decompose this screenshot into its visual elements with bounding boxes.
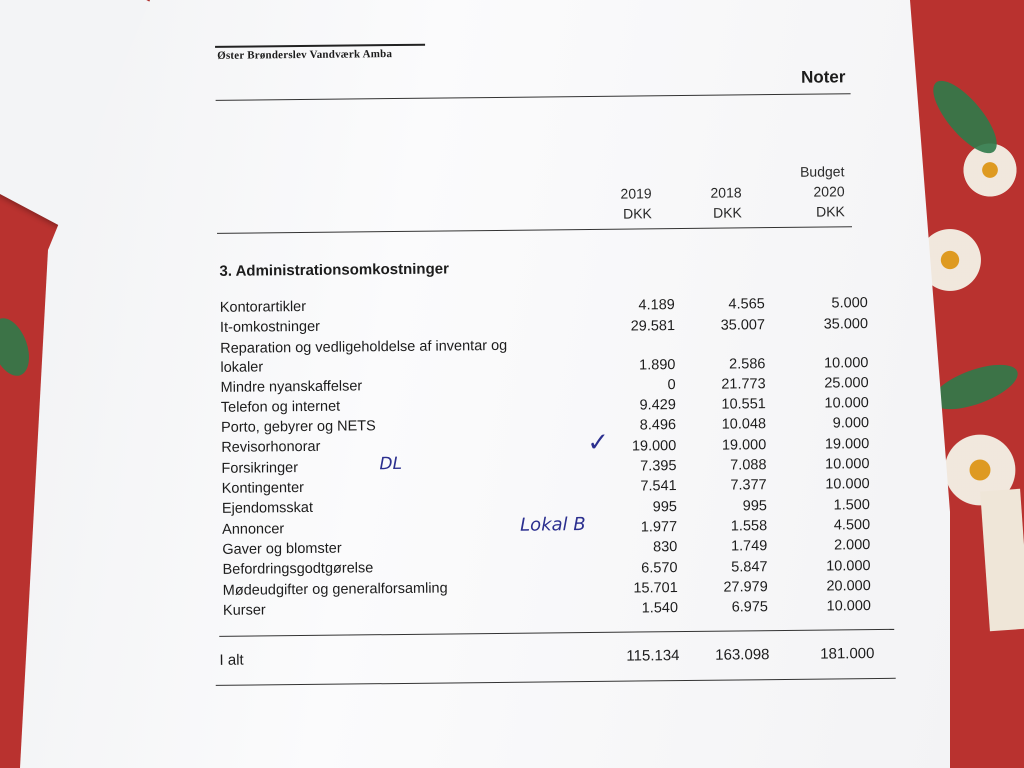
note-title: 3. Administrationsomkostninger [219, 260, 449, 280]
value-2019: 15.701 [633, 579, 678, 597]
total-label: I alt [219, 651, 244, 669]
table-row [220, 333, 880, 379]
value-budget: 10.000 [824, 395, 869, 412]
value-2019: 0 [667, 376, 676, 394]
value-2019: 19.000 [631, 437, 677, 455]
value-budget: 5.000 [831, 295, 868, 312]
value-2018: 995 [742, 497, 767, 515]
section-title: Noter [800, 67, 846, 87]
value-2019: 8.496 [639, 417, 677, 434]
row-label: Porto, gebyrer og NETS [220, 418, 376, 437]
value-2018: 1.749 [730, 538, 768, 555]
row-label: Reparation og vedligeholdelse af inventar og lokaler [220, 337, 508, 376]
total-bottom-divider [216, 678, 896, 686]
column-header-divider [217, 226, 852, 234]
value-budget: 10.000 [826, 598, 872, 615]
value-2019: 29.581 [630, 317, 676, 335]
document-content [205, 33, 892, 740]
row-label: Mindre nyanskaffelser [220, 377, 363, 396]
paper-tag [980, 489, 1024, 631]
value-2019: 995 [652, 498, 677, 516]
value-budget: 25.000 [824, 374, 869, 392]
column-header-2019 [581, 163, 652, 224]
total-2018: 163.098 [715, 646, 770, 664]
row-label: Ejendomsskat [221, 500, 314, 518]
value-2018: 19.000 [721, 436, 767, 454]
column-header-currency: DKK [712, 204, 742, 221]
value-2019: 7.395 [640, 458, 677, 475]
leaf-decoration [0, 313, 36, 381]
value-budget: 9.000 [832, 415, 870, 432]
column-header-currency: DKK [815, 203, 845, 220]
column-header-year: 2018 [710, 184, 742, 201]
company-name: Øster Brønderslev Vandværk Amba [217, 48, 393, 62]
value-2018: 6.975 [731, 599, 769, 616]
value-2019: 6.570 [641, 559, 678, 577]
handwritten-note: Lokal B [519, 514, 586, 536]
row-label: Telefon og internet [220, 398, 341, 416]
column-header-year: 2019 [620, 185, 652, 202]
row-label: Forsikringer [221, 459, 299, 477]
column-header-2018 [671, 162, 742, 223]
value-budget: 35.000 [823, 315, 869, 333]
value-budget: 10.000 [825, 476, 870, 493]
value-2019: 4.189 [638, 297, 675, 314]
handwritten-note: DL [379, 453, 403, 475]
value-budget: 4.500 [833, 517, 871, 534]
value-2019: 1.540 [641, 600, 679, 617]
value-budget: 19.000 [824, 435, 870, 453]
total-2019: 115.134 [626, 647, 680, 665]
value-2018: 4.565 [728, 296, 765, 313]
value-2018: 35.007 [720, 316, 766, 334]
row-label: Annoncer [222, 520, 285, 538]
header-divider [216, 93, 851, 101]
total-top-divider [219, 629, 894, 637]
value-2018: 21.773 [721, 376, 766, 393]
value-2018: 7.088 [730, 457, 767, 474]
row-label: Befordringsgodtgørelse [222, 560, 374, 579]
value-2018: 2.586 [729, 355, 766, 373]
value-2019: 7.541 [640, 478, 677, 495]
column-header-line [671, 162, 741, 183]
column-header-currency: DKK [622, 205, 652, 222]
column-header-year: 2020 [813, 183, 845, 200]
value-2018: 10.048 [721, 416, 767, 434]
value-budget: 2.000 [833, 537, 871, 554]
row-label: Gaver og blomster [222, 540, 342, 558]
value-budget: 10.000 [823, 354, 869, 372]
value-budget: 20.000 [826, 577, 871, 595]
value-2019: 1.890 [639, 356, 676, 374]
row-label: Revisorhonorar [221, 439, 321, 457]
handwritten-checkmark: ✓ [587, 427, 610, 459]
column-header-line: Budget [799, 163, 845, 180]
row-label: Kurser [222, 602, 266, 619]
value-budget: 1.500 [833, 496, 870, 514]
row-label: It-omkostninger [219, 319, 321, 337]
value-2018: 27.979 [723, 578, 768, 596]
value-2018: 10.551 [721, 396, 766, 413]
value-2019: 1.977 [640, 519, 678, 536]
total-row [219, 645, 879, 672]
row-label: Mødeudgifter og generalforsamling [222, 580, 448, 599]
leaf-decoration [923, 72, 1007, 163]
expense-table [220, 292, 883, 622]
total-budget: 181.000 [820, 645, 875, 663]
value-budget: 10.000 [826, 557, 871, 575]
column-header-line [581, 163, 651, 184]
row-label: Kontorartikler [219, 298, 307, 316]
value-2019: 9.429 [639, 397, 676, 414]
header-rule [215, 44, 425, 48]
value-2019: 830 [653, 539, 678, 556]
value-2018: 1.558 [730, 518, 768, 535]
row-label: Kontingenter [221, 480, 305, 497]
column-header-budget [774, 161, 845, 222]
value-2018: 5.847 [731, 558, 768, 576]
value-2018: 7.377 [730, 477, 767, 494]
value-budget: 10.000 [825, 456, 870, 473]
